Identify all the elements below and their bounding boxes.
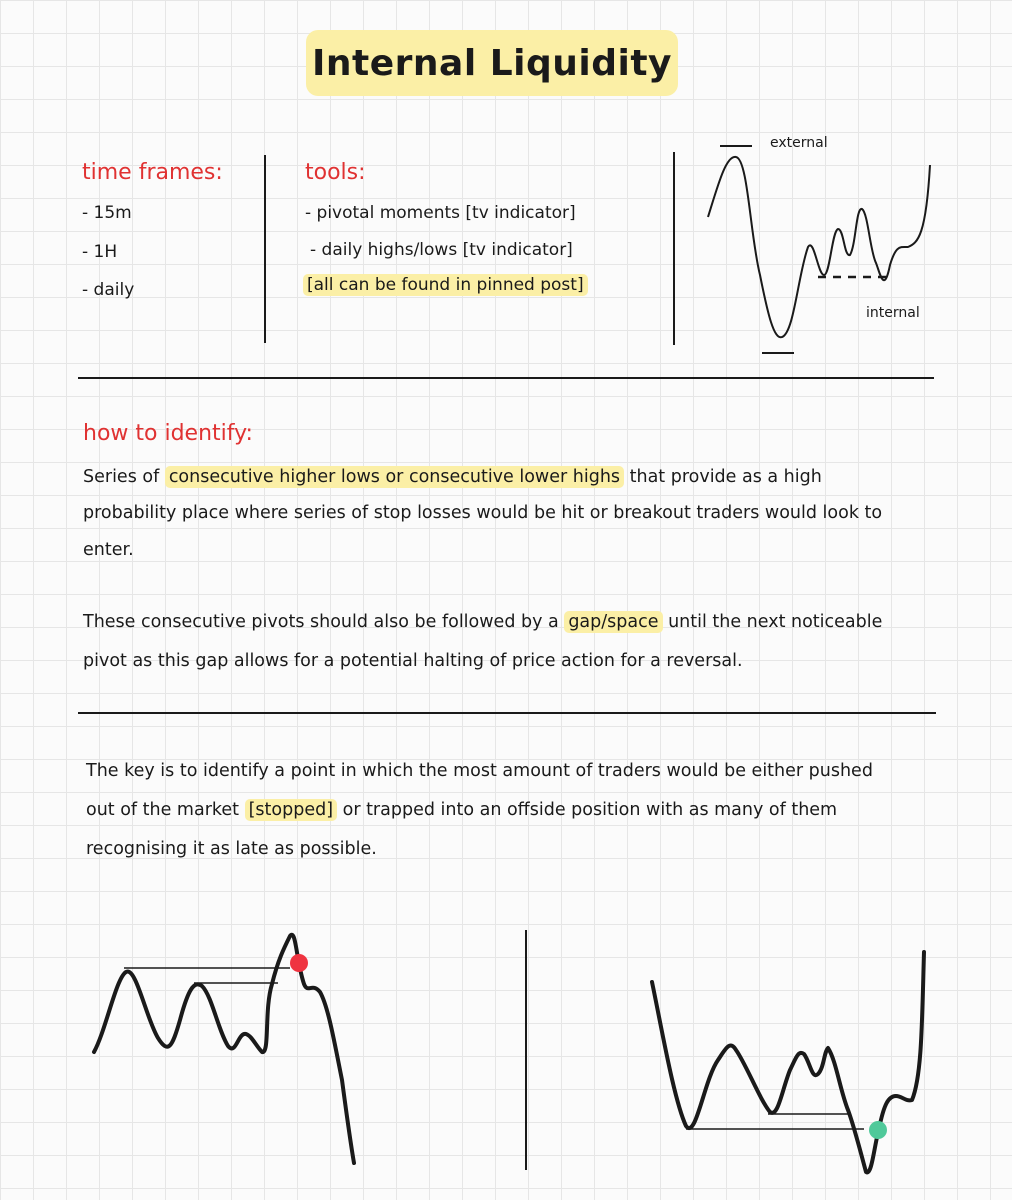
time-frame-item: - 1H xyxy=(82,242,118,262)
column-divider xyxy=(264,155,266,343)
key-paragraph-line: The key is to identify a point in which the most amount of traders would be either pushed xyxy=(86,761,873,781)
stop-hunt-marker xyxy=(869,1121,887,1139)
external-internal-liquidity-diagram xyxy=(690,125,950,365)
how-to-identify-heading: how to identify: xyxy=(83,421,253,446)
higher-lows-sweep-diagram xyxy=(630,940,940,1185)
time-frames-heading: time frames: xyxy=(82,160,223,185)
time-frame-item: - 15m xyxy=(82,203,132,223)
lower-highs-sweep-diagram xyxy=(80,920,380,1170)
key-paragraph-line xyxy=(86,791,837,829)
price-path xyxy=(652,952,924,1172)
gap-space-highlight: gap/space xyxy=(564,611,662,633)
tools-item: - pivotal moments [tv indicator] xyxy=(305,203,576,223)
identify-paragraph-line: pivot as this gap allows for a potential halting of price action for a reversal. xyxy=(83,651,743,671)
page-title xyxy=(306,30,678,96)
column-divider xyxy=(673,152,675,345)
key-paragraph-line: recognising it as late as possible. xyxy=(86,839,377,859)
page-title-text: Internal Liquidity xyxy=(312,42,672,84)
text-segment: that provide as a high xyxy=(624,467,822,487)
section-divider xyxy=(78,377,934,379)
text-segment: These consecutive pivots should also be followed by a xyxy=(83,612,565,632)
section-divider xyxy=(78,712,936,714)
stopped-highlight: [stopped] xyxy=(245,799,337,821)
diagram-divider xyxy=(525,930,527,1170)
identify-paragraph-line xyxy=(83,458,822,496)
consecutive-pivots-highlight: consecutive higher lows or consecutive lower highs xyxy=(165,466,624,488)
text-segment: out of the market xyxy=(86,800,245,820)
internal-label: internal xyxy=(866,305,920,321)
identify-paragraph-line xyxy=(83,603,882,641)
external-label: external xyxy=(770,135,828,151)
stop-hunt-marker xyxy=(290,954,308,972)
price-path xyxy=(94,935,354,1163)
pinned-post-highlight: [all can be found in pinned post] xyxy=(303,274,588,296)
tools-item: - daily highs/lows [tv indicator] xyxy=(310,240,573,260)
identify-paragraph-line: enter. xyxy=(83,540,134,560)
time-frame-item: - daily xyxy=(82,280,135,300)
text-segment: until the next noticeable xyxy=(662,612,883,632)
tools-item-pinned xyxy=(303,275,588,295)
text-segment: or trapped into an offside position with as many of them xyxy=(337,800,838,820)
tools-heading: tools: xyxy=(305,160,366,185)
text-segment: Series of xyxy=(83,467,165,487)
identify-paragraph-line: probability place where series of stop losses would be hit or breakout traders would look to xyxy=(83,503,883,523)
